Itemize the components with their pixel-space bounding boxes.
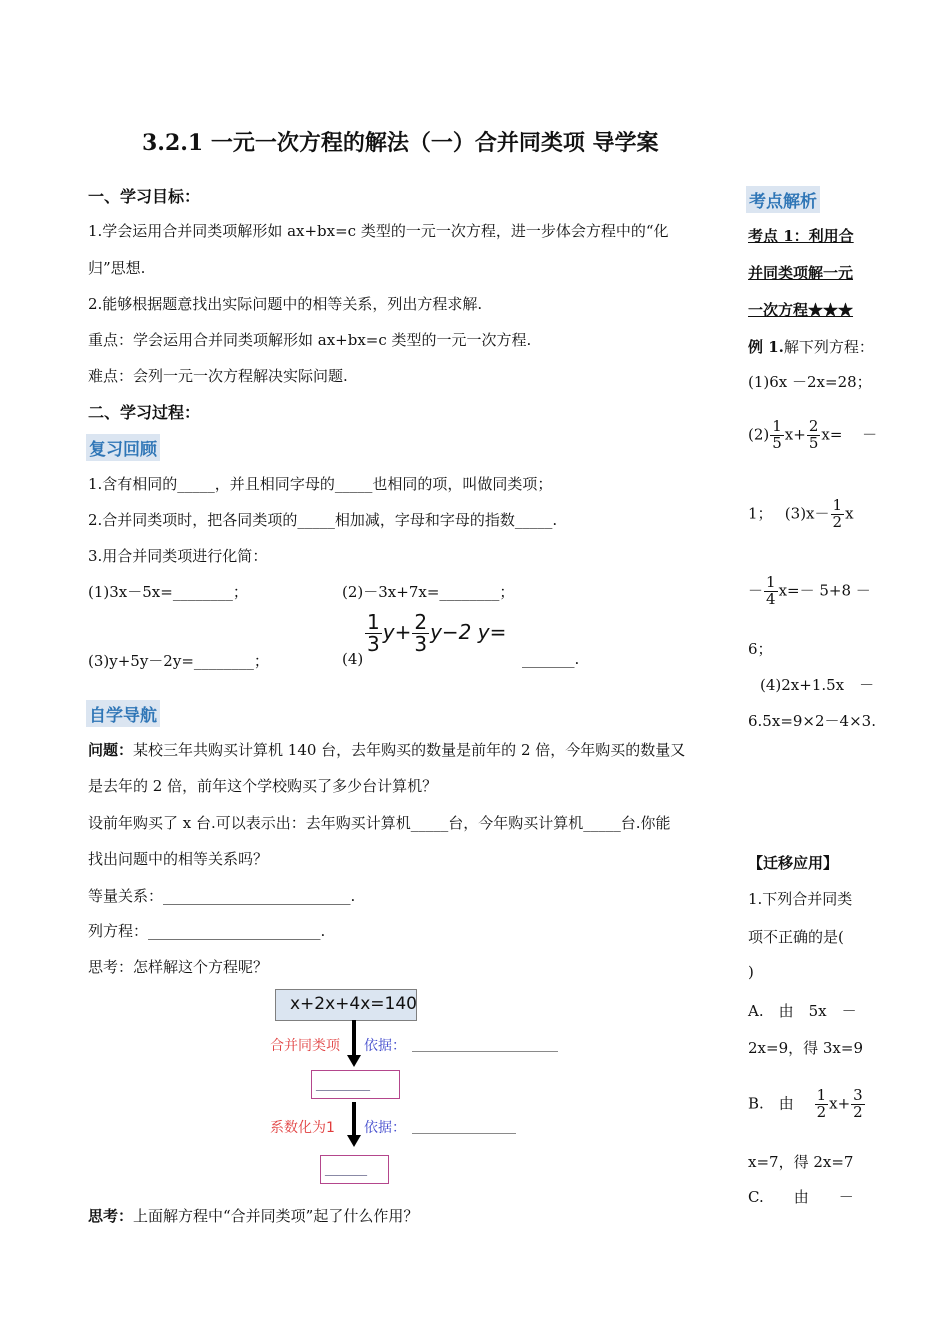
problem-label: 问题： [88,741,134,759]
goal-2: 2.能够根据题意找出实际问题中的相等关系，列出方程求解. [88,295,483,313]
example-1-eq4-line-2: 6.5x=9×2－4×3. [748,712,876,730]
fraction-denominator: 5 [808,433,819,452]
example-1-heading [748,336,874,357]
think-2-label: 思考： [88,1207,134,1225]
flow-basis-2-label: 依据： [364,1120,406,1136]
expression-term: y−2 y= [430,620,507,644]
option-b-line-2: x=7，得 2x=7 [748,1153,854,1171]
setup-line-2: 找出问题中的相等关系吗？ [88,850,269,868]
option-a-line-2: 2x=9，得 3x=9 [748,1039,863,1057]
equation-line: 列方程：_______________________. [88,922,326,940]
example-1-eq1: (1)6x －2x=28； [748,373,872,391]
example-1-eq4-line-1: (4)2x+1.5x － [760,676,875,694]
eq-label: (2) [748,425,770,444]
example-1-eq3-end: 6； [748,640,773,658]
think-2-line [88,1205,418,1226]
review-item-2: 2.合并同类项时，把各同类项的_____相加减，字母和字母的指数_____. [88,511,558,529]
transfer-q1-line-3: ) [748,963,754,981]
problem-text: 某校三年共购买计算机 140 台，去年购买的数量是前年的 2 倍，今年购买的数量又 [133,741,686,759]
fraction-numerator: 3 [853,1086,863,1104]
flow-arrow-2 [352,1102,356,1136]
option-a-line-1: A. 由 5x － [748,1002,857,1020]
fraction-numerator: 2 [414,610,428,634]
fraction-denominator: 5 [772,433,782,452]
transfer-q1-line-2: 项不正确的是( [748,928,844,946]
exercise-4-expression [364,612,506,655]
goal-1-line-2: 归”思想. [88,259,146,277]
flow-result-blank-2: _______ [325,1162,367,1176]
option-b-line-1 [748,1088,866,1121]
eq-term: x= － [821,425,878,444]
exercise-3: (3)y+5y－2y=________； [88,652,269,670]
review-heading: 复习回顾 [86,434,160,461]
flow-basis-1-blank [412,1051,558,1052]
kp1-line-2: 并同类项解一元 [748,264,854,282]
example-text: 解下列方程： [783,338,874,356]
example-1-eq2 [748,419,877,452]
review-item-1: 1.含有相同的_____，并且相同字母的_____也相同的项，叫做同类项； [88,475,553,493]
flow-step-2-label: 系数化为1 [270,1120,335,1136]
setup-line-1: 设前年购买了 x 台.可以表示出：去年购买计算机_____台，今年购买计算机_____台.你能 [88,814,671,832]
eq-term: 1； (3)x－ [748,504,830,523]
goal-1-line-1: 1.学会运用合并同类项解形如 ax+bx=c 类型的一元一次方程，进一步体会方程中的“化 [88,222,669,240]
example-label: 例 1. [748,338,784,356]
fraction-numerator: 1 [367,610,380,634]
sidebar-heading: 考点解析 [746,186,820,213]
eq-term: x+ [784,425,806,444]
exercise-2: (2)－3x+7x=________； [342,583,515,601]
example-1-eq2-cont [748,498,854,531]
equality-relation: 等量关系：_________________________. [88,887,356,905]
exercise-4-label: (4) [342,650,364,668]
flow-basis-2-blank [412,1133,516,1134]
fraction-numerator: 1 [832,496,843,514]
fraction-denominator: 2 [853,1102,863,1121]
flow-arrow-1 [352,1020,356,1056]
flow-result-blank-1: _________ [316,1077,370,1091]
fraction-numerator: 1 [816,1086,827,1104]
flow-arrowhead-1 [347,1055,361,1067]
fraction-denominator: 3 [367,632,380,656]
transfer-q1-line-1: 1.下列合并同类 [748,890,853,908]
exercise-4-blank: _______. [522,650,580,668]
self-study-heading: 自学导航 [86,700,160,727]
review-item-3: 3.用合并同类项进行化简： [88,547,268,565]
option-c-line-1: C. 由 － [748,1188,854,1206]
think-prompt: 思考：怎样解这个方程呢？ [88,958,269,976]
option-term: x+ [829,1094,851,1113]
section-heading-goals: 一、学习目标： [88,187,201,206]
kp1-line-3: 一次方程★★★ [748,301,854,319]
fraction-numerator: 1 [772,417,782,435]
eq-term: x=－ 5+8 － [778,581,871,600]
key-point: 重点：学会运用合并同类项解形如 ax+bx=c 类型的一元一次方程. [88,331,532,349]
think-2-text: 上面解方程中“合并同类项”起了什么作用？ [133,1207,419,1225]
section-heading-process: 二、学习过程： [88,403,201,422]
fraction-denominator: 2 [816,1102,827,1121]
fraction-numerator: 2 [808,417,819,435]
exercise-1: (1)3x－5x=________； [88,583,248,601]
eq-term: － [748,581,764,600]
flow-equation: x+2x+4x=140 [290,994,417,1014]
flow-step-1-label: 合并同类项 [270,1038,340,1054]
flow-arrowhead-2 [347,1135,361,1147]
page-title: 3.2.1 一元一次方程的解法（一）合并同类项 导学案 [142,130,659,156]
option-label: B. 由 [748,1094,794,1113]
transfer-heading: 【迁移应用】 [748,854,839,872]
fraction-numerator: 1 [766,573,776,591]
expression-term: y+ [382,620,412,644]
fraction-denominator: 2 [832,512,843,531]
problem-line-2: 是去年的 2 倍，前年这个学校购买了多少台计算机？ [88,777,438,795]
flow-basis-1-label: 依据： [364,1038,406,1054]
kp1-line-1: 考点 1：利用合 [748,227,854,245]
problem-line-1 [88,739,685,760]
example-1-eq3 [748,575,871,608]
fraction-denominator: 3 [414,632,428,656]
eq-term: x [845,504,854,523]
fraction-denominator: 4 [766,589,776,608]
difficulty-point: 难点：会列一元一次方程解决实际问题. [88,367,348,385]
